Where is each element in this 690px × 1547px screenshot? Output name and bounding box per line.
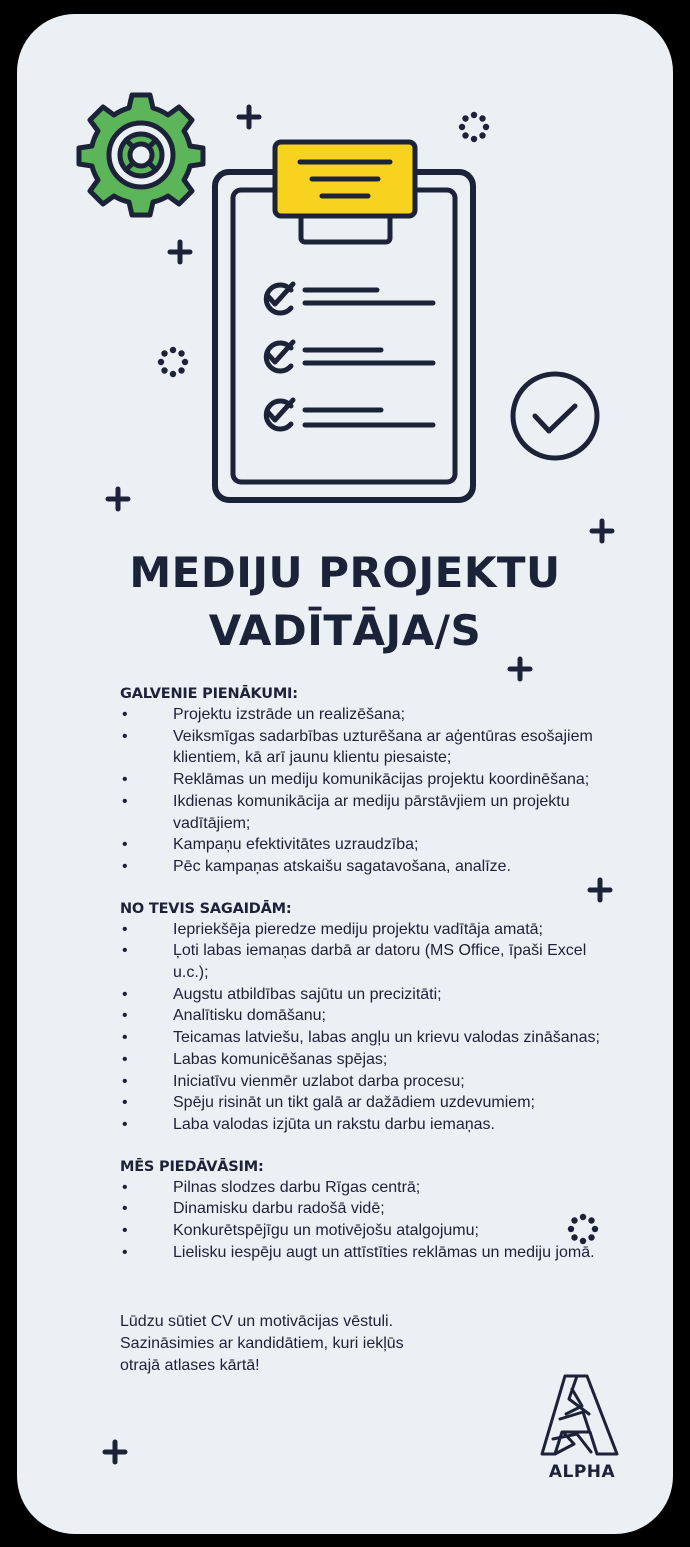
list-item-text: Pilnas slodzes darbu Rīgas centrā; — [173, 1178, 421, 1196]
bullet-icon: • — [122, 727, 128, 745]
list-item-text: Iniciatīvu vienmēr uzlabot darba procesu; — [173, 1072, 465, 1090]
list-item — [120, 1177, 600, 1199]
list-item-text: Teicamas latviešu, labas angļu un krievu valodas zināšanas; — [173, 1029, 600, 1047]
closing-line-3: otrajā atlases kārtā! — [120, 1356, 260, 1374]
bullet-icon: • — [122, 1072, 128, 1090]
list-item-text: Ļoti labas iemaņas darbā ar datoru (MS Office, īpaši Excel u.c.); — [173, 942, 587, 982]
list-item — [120, 1242, 600, 1264]
list-item — [120, 1049, 600, 1071]
bullet-icon: • — [122, 836, 128, 854]
list-item-text: Projektu izstrāde un realizēšana; — [173, 706, 406, 723]
list-item-text: Konkurētspējīgu un motivējošu atalgojumu; — [173, 1222, 479, 1240]
bullet-icon: • — [122, 1007, 128, 1025]
list-item-text: Laba valodas izjūta un rakstu darbu iemaņas. — [173, 1115, 495, 1133]
bullet-icon: • — [122, 1200, 128, 1218]
list-item-text: Labas komunicēšanas spējas; — [173, 1050, 388, 1068]
list-item — [120, 834, 600, 856]
list-item — [120, 1071, 600, 1093]
bullet-icon: • — [122, 1094, 128, 1112]
job-description — [120, 684, 600, 1393]
list-item-text: Analītisku domāšanu; — [173, 1007, 326, 1025]
bullet-icon: • — [122, 1243, 128, 1261]
list-item — [120, 726, 600, 769]
list-item-text: Lielisku iespēju augt un attīstīties reklāmas un mediju jomā. — [173, 1243, 595, 1261]
bullet-list — [120, 704, 600, 878]
bullet-icon: • — [122, 942, 128, 960]
bullet-icon: • — [122, 1178, 128, 1196]
list-item-text: Ikdienas komunikācija ar mediju pārstāvjiem un projektu vadītājiem; — [173, 792, 570, 832]
bullet-icon: • — [122, 1115, 128, 1133]
bullet-icon: • — [122, 771, 128, 789]
bullet-icon: • — [122, 1222, 128, 1240]
section-heading: NO TEVIS SAGAIDĀM: — [120, 900, 292, 917]
section-offer — [120, 1157, 600, 1264]
job-ad-card — [17, 14, 673, 1534]
list-item — [120, 940, 600, 983]
list-item-text: Spēju risināt un tikt galā ar dažādiem uzdevumiem; — [173, 1094, 535, 1112]
bullet-list — [120, 919, 600, 1136]
section-requirements — [120, 899, 600, 1136]
clipboard-icon — [215, 142, 473, 500]
title-line-2: VADĪTĀJA/S — [208, 606, 482, 655]
list-item — [120, 856, 600, 878]
list-item — [120, 984, 600, 1006]
list-item-text: Veiksmīgas sadarbības uzturēšana ar aģentūras esošajiem klientiem, kā arī jaunu klientu piesaiste; — [173, 727, 593, 767]
bullet-icon: • — [122, 857, 128, 875]
section-heading: GALVENIE PIENĀKUMI: — [120, 686, 298, 702]
section-heading: MĒS PIEDĀVĀSIM: — [120, 1158, 264, 1175]
bullet-list — [120, 1177, 600, 1264]
list-item-text: Kampaņu efektivitātes uzraudzība; — [173, 836, 419, 854]
title-line-1: MEDIJU PROJEKTU — [129, 548, 561, 597]
checkmark-circle-icon — [513, 374, 597, 458]
list-item-text: Iepriekšēja pieredze mediju projektu vadītāja amatā; — [173, 920, 543, 938]
list-item — [120, 1005, 600, 1027]
closing-line-1: Lūdzu sūtiet CV un motivācijas vēstuli. — [120, 1313, 394, 1331]
page-title — [17, 544, 673, 660]
list-item-text: Dinamisku darbu radošā vidē; — [173, 1200, 385, 1218]
bullet-icon: • — [122, 920, 128, 938]
bullet-icon: • — [122, 792, 128, 810]
bullet-icon: • — [122, 1050, 128, 1068]
bullet-icon: • — [122, 985, 128, 1003]
bullet-icon: • — [122, 706, 128, 723]
logo-text: ALPHA — [548, 1462, 616, 1482]
list-item — [120, 1114, 600, 1136]
list-item — [120, 1198, 600, 1220]
gear-icon — [79, 95, 203, 215]
list-item — [120, 1220, 600, 1242]
list-item — [120, 791, 600, 834]
list-item-text: Pēc kampaņas atskaišu sagatavošana, analīze. — [173, 857, 511, 875]
closing-line-2: Sazināsimies ar kandidātiem, kuri iekļūs — [120, 1335, 404, 1353]
list-item — [120, 704, 600, 726]
closing-note — [120, 1311, 460, 1376]
list-item-text: Reklāmas un mediju komunikācijas projektu koordinēšana; — [173, 771, 590, 789]
list-item — [120, 919, 600, 941]
list-item — [120, 1027, 600, 1049]
list-item — [120, 769, 600, 791]
list-item-text: Augstu atbildības sajūtu un precizitāti; — [173, 985, 442, 1003]
section-responsibilities — [120, 684, 600, 878]
bullet-icon: • — [122, 1029, 128, 1047]
list-item — [120, 1092, 600, 1114]
